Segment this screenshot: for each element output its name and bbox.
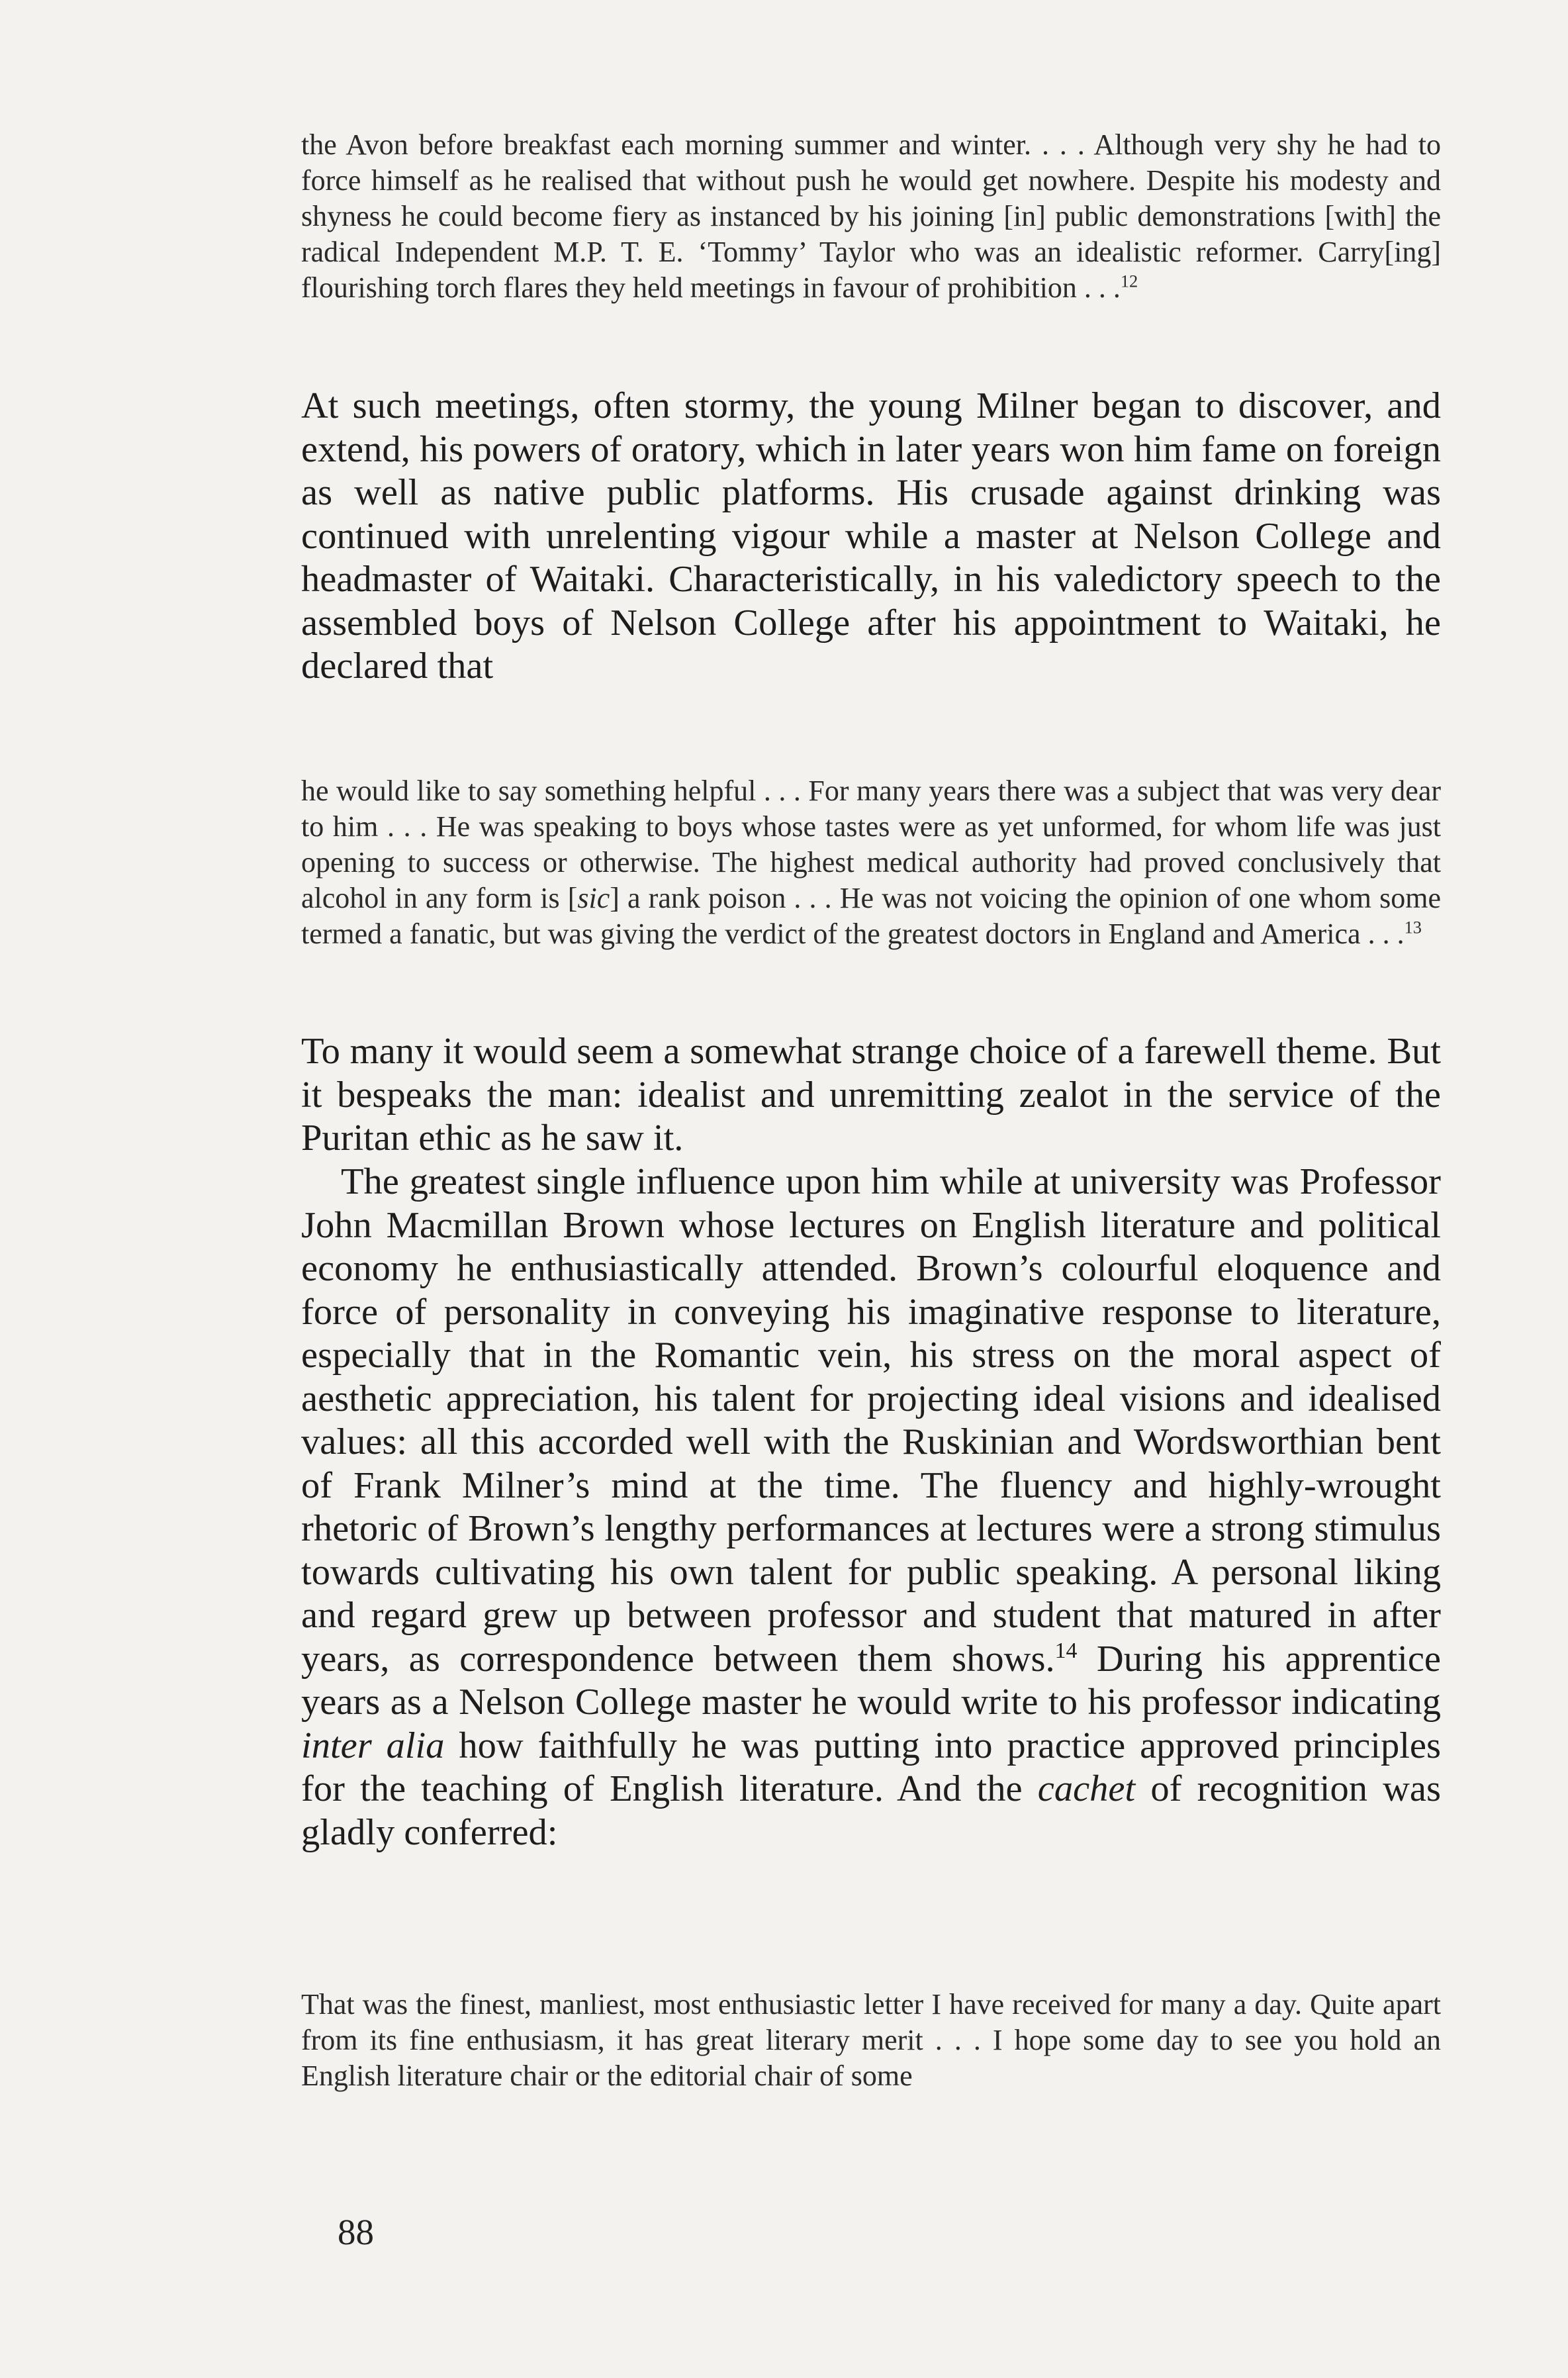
paragraph-farewell-theme: To many it would seem a somewhat strange choice of a farewell theme. But it bespeaks the man: idealist and unremitting zealot in the service of the Puritan ethic as he saw it. bbox=[301, 1031, 1441, 1159]
quote-valedictory-before: he would like to say something helpful . . . For many years there was a subject that was very dear to him . . . He was speaking to boys whose tastes were as yet unformed, for whom life was just opening to success or otherwise. The highest medical authority had proved conclusively that alcohol in any form is [ bbox=[301, 775, 1441, 914]
quote-avon-text: the Avon before breakfast each morning summer and winter. . . . Although very shy he had to force himself as he realised that without push he would get nowhere. Despite his modesty and shyness he could become fiery as instanced by his joining [in] public demonstrations [with] the radical Independent M.P. T. E. ‘Tommy’ Taylor who was an idealistic reformer. Carry[ing] flourishing torch flares they held meetings in favour of prohibition . . . bbox=[301, 128, 1441, 304]
paragraph-meetings: At such meetings, often stormy, the young Milner began to discover, and extend, his powers of oratory, which in later years won him fame on foreign as well as native public platforms. His crusade against drinking was continued with unrelenting vigour while a master at Nelson College and headmaster of Waitaki. Characteristically, in his valedictory speech to the assembled boys of Nelson College after his appointment to Waitaki, he declared that bbox=[301, 385, 1441, 687]
footnote-ref-13: 13 bbox=[1404, 917, 1422, 937]
block-quote-valedictory bbox=[301, 773, 1441, 952]
brown-influence-part2: During his apprentice years as a Nelson College master he would write to his professor indicating bbox=[301, 1638, 1441, 1723]
page-number: 88 bbox=[338, 2212, 374, 2252]
footnote-ref-14: 14 bbox=[1054, 1638, 1078, 1663]
quote-sic: sic bbox=[577, 882, 610, 914]
brown-influence-part4: of recognition was gladly conferred: bbox=[301, 1768, 1441, 1853]
brown-influence-part3: how faithfully he was putting into practice approved principles for the teaching of English literature. And the bbox=[301, 1725, 1441, 1809]
paragraph-brown-influence bbox=[301, 1161, 1441, 1854]
italic-cachet: cachet bbox=[1037, 1768, 1136, 1809]
brown-influence-part1: The greatest single influence upon him while at university was Professor John Macmillan Brown whose lectures on English literature and political economy he enthusiastically attended. Brown’s colourful eloquence and force of personality in conveying his imaginative response to literature, especially that in the Romantic vein, his stress on the moral aspect of aesthetic appreciation, his talent for projecting ideal visions and idealised values: all this accorded well with the Ruskinian and Wordsworthian bent of Frank Milner’s mind at the time. The fluency and highly-wrought rhetoric of Brown’s lengthy performances at lectures were a strong stimulus towards cultivating his own talent for public speaking. A personal liking and regard grew up between professor and student that matured in after years, as correspondence between them shows. bbox=[301, 1161, 1441, 1680]
italic-inter-alia: inter alia bbox=[301, 1725, 445, 1766]
quote-valedictory-after: ] a rank poison . . . He was not voicing the opinion of one whom some termed a fanatic, but was giving the verdict of the greatest doctors in England and America . . . bbox=[301, 882, 1441, 950]
footnote-ref-12: 12 bbox=[1120, 271, 1138, 291]
block-quote-avon bbox=[301, 127, 1441, 306]
block-quote-letter: That was the finest, manliest, most enthusiastic letter I have received for many a day. Quite apart from its fine enthusiasm, it has great literary merit . . . I hope some day to see you hold an English literature chair or the editorial chair of some bbox=[301, 1988, 1441, 2092]
